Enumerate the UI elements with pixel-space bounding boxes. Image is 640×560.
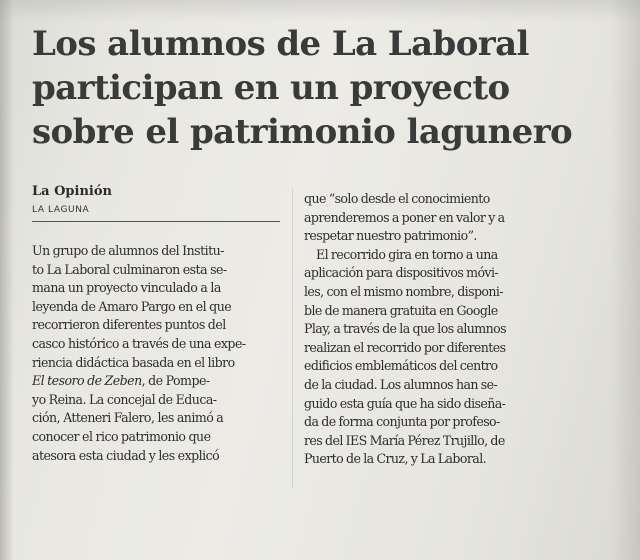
text-line: yo Reina. La concejal de Educa- [32, 391, 217, 407]
book-title: El tesoro de Zeben [32, 373, 142, 389]
text-line: leyenda de Amaro Pargo en el que [32, 298, 232, 314]
text-line: de la ciudad. Los alumnos han se- [304, 376, 498, 392]
byline-rule [32, 221, 280, 222]
dateline-location: LA LAGUNA [32, 205, 90, 215]
text-line: res del IES María Pérez Trujillo, de [304, 432, 505, 448]
source-name: La Opinión [32, 184, 112, 199]
text-line: riencia didáctica basada en el libro [32, 354, 235, 370]
text-line: ción, Atteneri Falero, les animó a [32, 410, 224, 426]
article-column-right [304, 190, 566, 469]
text-line: respetar nuestro patrimonio”. [304, 228, 477, 244]
text-line: guido esta guía que ha sido diseña- [304, 395, 506, 411]
text-line: conocer el rico patrimonio que [32, 428, 211, 444]
byline [32, 183, 280, 222]
text-line: les, con el mismo nombre, disponi- [304, 283, 504, 299]
text-line: aplicación para dispositivos móvi- [304, 265, 499, 281]
text-line: atesora esta ciudad y les explicó [32, 447, 220, 463]
column-gutter [292, 188, 293, 488]
article-column-left [32, 242, 284, 465]
text-line: to La Laboral culminaron esta se- [32, 261, 227, 277]
text-fragment: , de Pompe- [141, 373, 210, 389]
text-line: realizan el recorrido por diferentes [304, 339, 506, 355]
text-line: Puerto de la Cruz, y La Laboral. [304, 451, 487, 467]
text-line: ble de manera gratuita en Google [304, 302, 498, 318]
text-line: recorrieron diferentes puntos del [32, 317, 226, 333]
text-line: edificios emblemáticos del centro [304, 358, 498, 374]
previous-page-bleed [0, 0, 640, 22]
text-line: da de forma conjunta por profeso- [304, 414, 500, 430]
text-line: aprenderemos a poner en valor y a [304, 209, 505, 225]
text-line: mana un proyecto vinculado a la [32, 280, 221, 296]
page-fold-shadow [0, 0, 14, 560]
text-line: casco histórico a través de una expe- [32, 335, 246, 351]
text-line: Play, a través de la que los alumnos [304, 321, 506, 337]
paragraph-start-line: El recorrido gira en torno a una [316, 246, 498, 262]
headline-line: participan en un proyecto [32, 68, 510, 108]
headline-line: sobre el patrimonio lagunero [32, 112, 573, 152]
text-line: que “solo desde el conocimiento [304, 191, 490, 206]
headline-line: Los alumnos de La Laboral [32, 24, 529, 64]
text-line-with-book-title [32, 372, 284, 391]
article-headline [32, 22, 622, 154]
text-line: Un grupo de alumnos del Institu- [32, 243, 224, 258]
